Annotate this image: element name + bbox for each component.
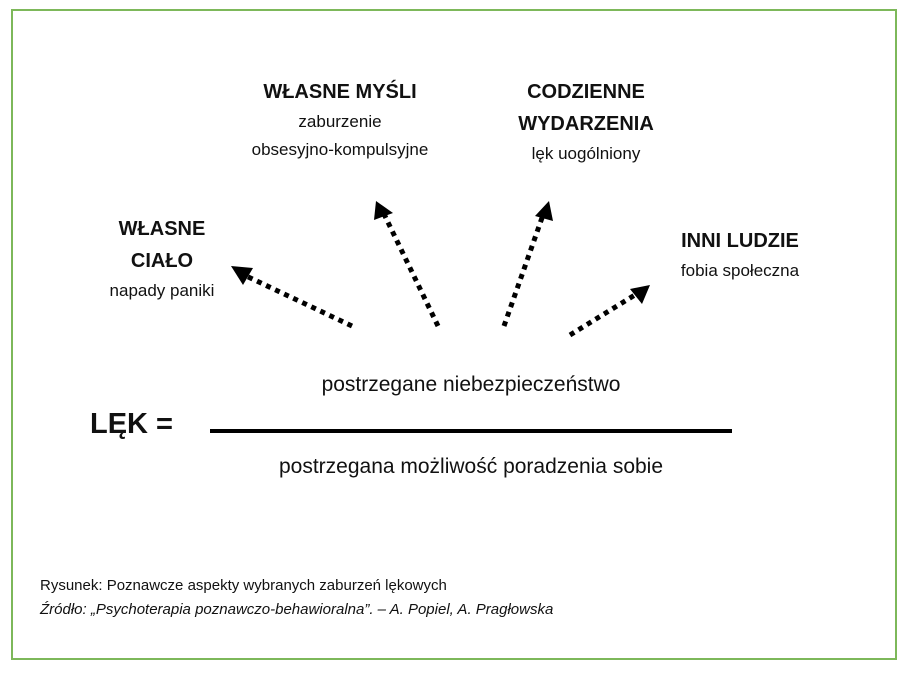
category-title-line: CIAŁO xyxy=(130,250,194,272)
caption-source: Źródło: „Psychoterapia poznawczo-behawioralna”. – A. Popiel, A. Pragłowska xyxy=(40,601,554,618)
category-subtitle: napady paniki xyxy=(109,281,215,300)
arrow-to-own-thoughts xyxy=(374,201,438,326)
formula-label: LĘK = xyxy=(90,408,173,440)
figure-caption xyxy=(40,574,553,622)
category-title-line: WYDARZENIA xyxy=(518,113,654,135)
category-title-line: INNI LUDZIE xyxy=(681,230,799,252)
category-subtitle-line: zaburzenie xyxy=(298,112,382,131)
fraction-bar xyxy=(210,429,732,433)
caption-figure: Rysunek: Poznawcze aspekty wybranych zaburzeń lękowych xyxy=(40,577,447,594)
formula-numerator: postrzegane niebezpieczeństwo xyxy=(321,373,621,396)
category-title-line: WŁASNE MYŚLI xyxy=(263,81,417,103)
arrowhead-icon xyxy=(535,201,553,221)
formula-denominator: postrzegana możliwość poradzenia sobie xyxy=(278,455,664,478)
category-subtitle: lęk uogólniony xyxy=(531,144,641,163)
arrow-to-daily-events xyxy=(504,201,553,326)
category-subtitle: fobia społeczna xyxy=(680,261,800,280)
arrow-to-other-people xyxy=(570,285,650,335)
category-subtitle-line: obsesyjno-kompulsyjne xyxy=(251,140,429,159)
arrow-to-own-body xyxy=(231,266,352,326)
category-title-line: WŁASNE xyxy=(118,218,206,240)
category-title-line: CODZIENNE xyxy=(527,81,645,103)
